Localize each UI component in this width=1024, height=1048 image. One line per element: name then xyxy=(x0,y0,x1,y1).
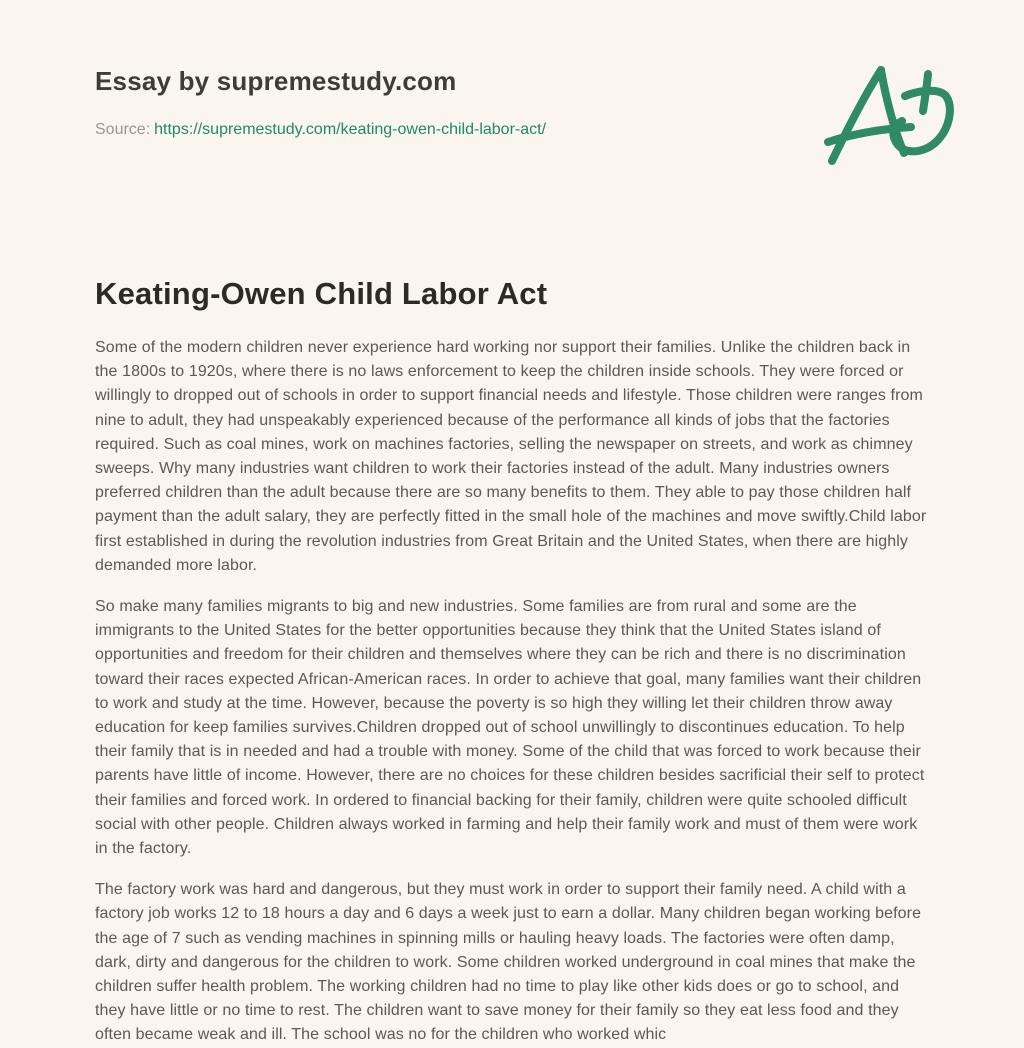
essay-title: Keating-Owen Child Labor Act xyxy=(95,276,548,311)
essay-paragraph-1: Some of the modern children never experience hard working nor support their families. Unlike the children back in the 1800s to 1920s, where there is no laws enforcement to keep the children inside schools. They were forced or willingly to dropped out of schools in order to support financial needs and lifestyle. Those children were ranges from nine to adult, they had unspeakably experienced because of the performance all kinds of jobs that the factories required. Such as coal mines, work on machines factories, selling the newspaper on streets, and work as chimney sweeps. Why many industries want children to work their factories instead of the adult. Many industries owners preferred children than the adult because there are so many benefits to them. They able to pay those children half payment than the adult salary, they are perfectly fitted in the small hole of the machines and move swiftly.Child labor first established in during the revolution industries from Great Britain and the United States, when there are highly demanded more labor. xyxy=(95,339,927,574)
source-link[interactable]: https://supremestudy.com/keating-owen-child-labor-act/ xyxy=(154,121,547,138)
header-text-block xyxy=(95,66,546,139)
source-label: Source: xyxy=(95,121,151,138)
document-header xyxy=(95,66,929,166)
source-line xyxy=(95,121,546,139)
a-plus-logo xyxy=(824,62,956,166)
essay-paragraph-2: So make many families migrants to big and new industries. Some families are from rural and some are the immigrants to the United States for the better opportunities because they think that the United States island of opportunities and freedom for their children and themselves where they can be rich and there is no discrimination toward their races expected African-American races. In order to achieve that goal, many families want their children to work and study at the time. However, because the poverty is so high they willing let their children throw away education for keep families survives.Children dropped out of school unwillingly to discontinues education. To help their family that is in needed and had a trouble with money. Some of the child that was forced to work because their parents have little of income. However, there are no choices for these children besides sacrificial their self to protect their families and forced work. In ordered to financial backing for their family, children were quite schooled difficult social with other people. Children always worked in farming and help their family work and must of them were work in the factory. xyxy=(95,598,925,858)
essay-paragraph-3: The factory work was hard and dangerous, but they must work in order to support their family need. A child with a factory job works 12 to 18 hours a day and 6 days a week just to earn a dollar. Many children began working before the age of 7 such as vending machines in spinning mills or hauling heavy loads. The factories were often damp, dark, dirty and dangerous for the children to work. Some children worked underground in coal mines that make the children suffer health problem. The working children had no time to play like other kids does or go to school, and they have little or no time to rest. The children want to save money for their family so they eat less food and they often became weak and ill. The school was no for the children who worked whic xyxy=(95,881,922,1044)
page-title: Essay by supremestudy.com xyxy=(95,66,457,96)
essay-body xyxy=(95,276,929,1048)
